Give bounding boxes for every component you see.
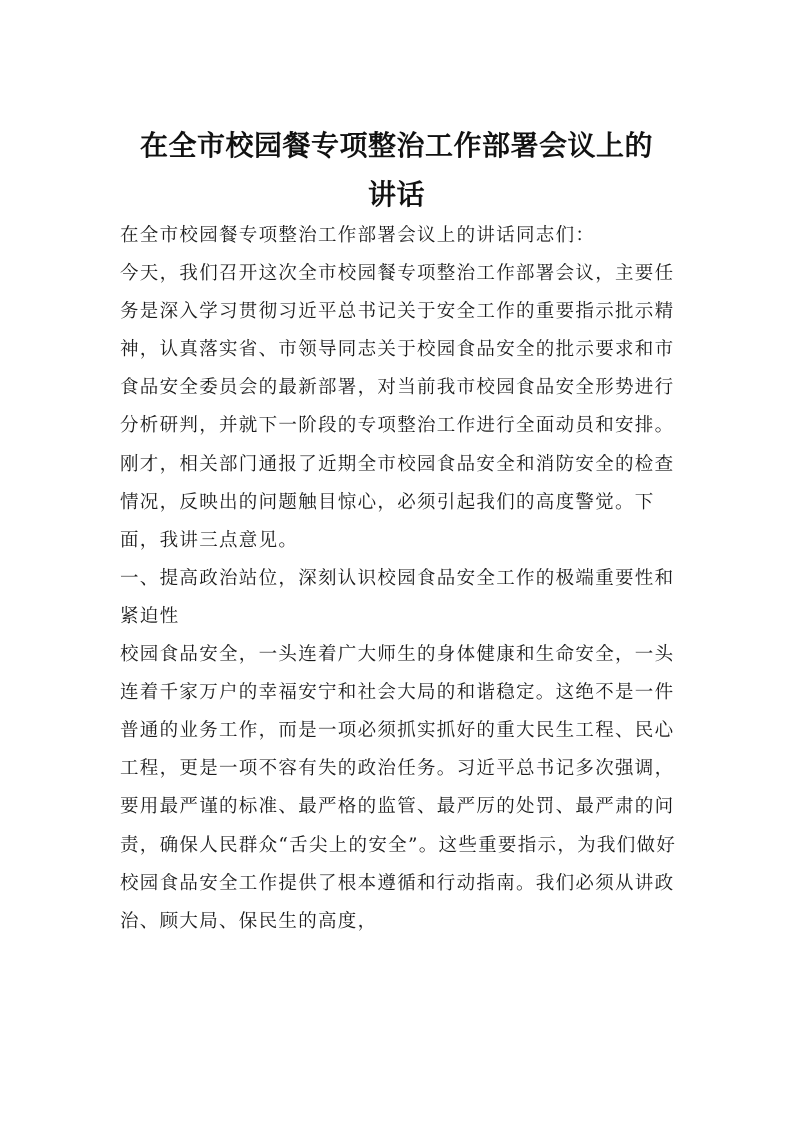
document-body <box>120 217 680 941</box>
section-heading-1: 一、提高政治站位，深刻认识校园食品安全工作的极端重要性和紧迫性 <box>120 567 675 627</box>
document-title-line-1: 在全市校园餐专项整治工作部署会议上的 <box>139 129 653 162</box>
paragraph-section-1-body: 校园食品安全，一头连着广大师生的身体健康和生命安全，一头连着千家万户的幸福安宁和社会大局的和谐稳定。这绝不是一件普通的业务工作，而是一项必须抓实抓好的重大民生工程、民心工程，更是一项不容有失的政治任务。习近平总书记多次强调，要用最严谨的标准、最严格的监管、最严厉的处罚、最严肃的问责，确保人民群众“舌尖上的安全”。这些重要指示，为我们做好校园食品安全工作提供了根本遵循和行动指南。我们必须从讲政治、顾大局、保民生的高度， <box>120 644 677 932</box>
document-title-line-2: 讲话 <box>367 178 425 211</box>
paragraph-opening: 今天，我们召开这次全市校园餐专项整治工作部署会议，主要任务是深入学习贯彻习近平总书记关于安全工作的重要指示批示精神，认真落实省、市领导同志关于校园食品安全的批示要求和市食品安全委员会的最新部署，对当前我市校园食品安全形势进行分析研判，并就下一阶段的专项整治工作进行全面动员和安排。刚才，相关部门通报了近期全市校园食品安全和消防安全的检查情况，反映出的问题触目惊心，必须引起我们的高度警觉。下面，我讲三点意见。 <box>120 263 675 551</box>
paragraph-salutation: 在全市校园餐专项整治工作部署会议上的讲话同志们： <box>120 225 596 246</box>
